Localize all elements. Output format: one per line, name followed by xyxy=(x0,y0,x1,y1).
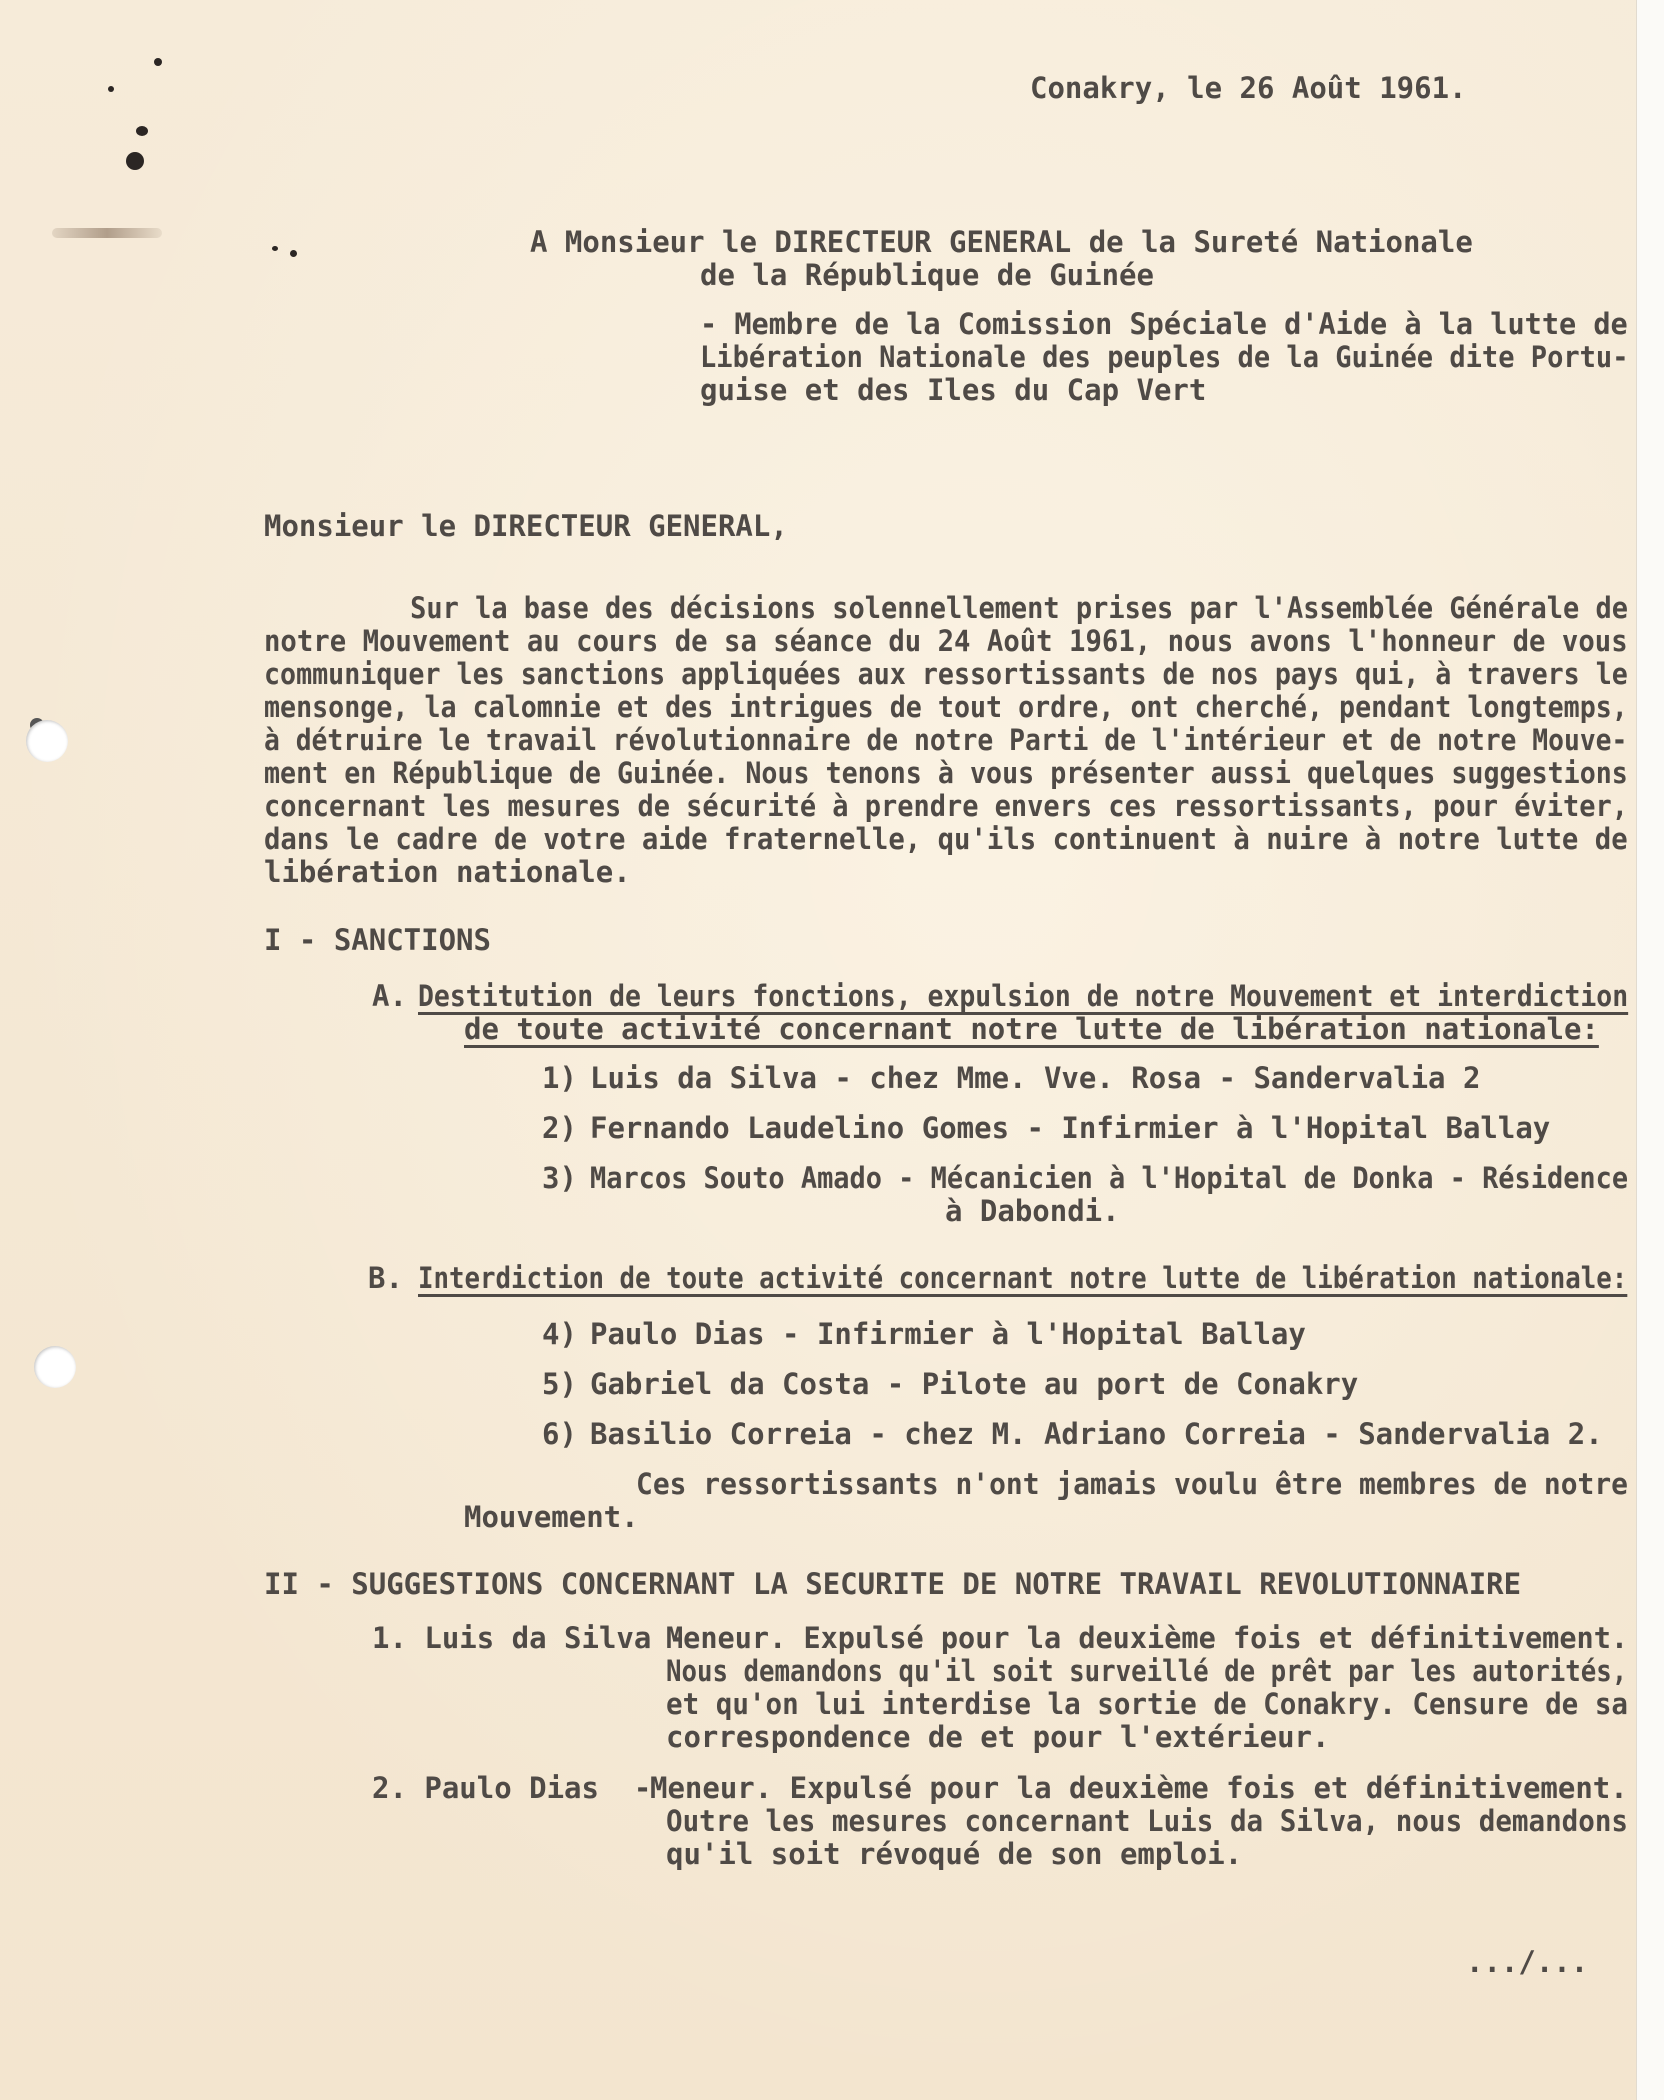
section-heading-suggestions: II - SUGGESTIONS CONCERNANT LA SECURITE DE NOTRE TRAVAIL REVOLUTIONNAIRE xyxy=(264,1567,1522,1601)
item-number: 4) xyxy=(542,1317,577,1351)
suggestion-line: Meneur. Expulsé pour la deuxième fois et définitivement. xyxy=(666,1621,1629,1655)
note-line: Mouvement. xyxy=(464,1500,639,1534)
note-line: Ces ressortissants n'ont jamais voulu être membres de notre xyxy=(636,1467,1628,1501)
suggestion-label: 2. Paulo Dias - xyxy=(372,1771,652,1805)
item-number: 6) xyxy=(542,1417,577,1451)
paragraph-line: ment en République de Guinée. Nous tenons à vous présenter aussi quelques suggestions xyxy=(264,756,1628,790)
suggestion-line: Outre les mesures concernant Luis da Silva, nous demandons xyxy=(666,1804,1629,1838)
paragraph-line: Sur la base des décisions solennellement prises par l'Assemblée Générale de xyxy=(264,591,1628,625)
ink-spot xyxy=(290,250,297,257)
sub-letter-b: B. xyxy=(368,1261,403,1295)
suggestion-line: et qu'on lui interdise la sortie de Conakry. Censure de sa xyxy=(666,1687,1629,1721)
paragraph-line: libération nationale. xyxy=(264,855,631,889)
suggestion-line: correspondence de et pour l'extérieur. xyxy=(666,1720,1330,1754)
list-item: Luis da Silva - chez Mme. Vve. Rosa - Sandervalia 2 xyxy=(590,1061,1481,1095)
section-heading-sanctions: I - SANCTIONS xyxy=(264,923,491,957)
paragraph-line: dans le cadre de votre aide fraternelle, qu'ils continuent à nuire à notre lutte de xyxy=(264,822,1628,856)
item-number: 5) xyxy=(542,1367,577,1401)
item-number: 3) xyxy=(542,1161,577,1195)
ink-spot xyxy=(272,246,278,251)
list-item: Paulo Dias - Infirmier à l'Hopital Ballay xyxy=(590,1317,1306,1351)
list-item: Marcos Souto Amado - Mécanicien à l'Hopital de Donka - Résidence xyxy=(590,1161,1629,1195)
ink-spot xyxy=(126,152,144,170)
member-line: guise et des Iles du Cap Vert xyxy=(700,373,1207,407)
punch-hole xyxy=(26,720,68,762)
sub-title-b: Interdiction de toute activité concernant notre lutte de libération nationale: xyxy=(418,1261,1628,1295)
item-number: 1) xyxy=(542,1061,577,1095)
list-item-cont: à Dabondi. xyxy=(945,1194,1120,1228)
item-number: 2) xyxy=(542,1111,577,1145)
paper-smudge xyxy=(52,228,162,238)
suggestion-line: Meneur. Expulsé pour la deuxième fois et définitivement. xyxy=(650,1771,1628,1805)
paragraph-line: concernant les mesures de sécurité à prendre envers ces ressortissants, pour éviter, xyxy=(264,789,1628,823)
ink-spot xyxy=(154,58,162,66)
page-continuation: .../... xyxy=(1466,1945,1589,1979)
suggestion-line: Nous demandons qu'il soit surveillé de prêt par les autorités, xyxy=(666,1654,1628,1688)
paragraph-line: communiquer les sanctions appliquées aux ressortissants de nos pays qui, à travers le xyxy=(264,657,1628,691)
addressee-line-2: de la République de Guinée xyxy=(700,258,1154,292)
scan-edge xyxy=(1636,0,1664,2100)
date-line: Conakry, le 26 Août 1961. xyxy=(1030,71,1467,105)
ink-spot xyxy=(108,86,114,92)
ink-spot xyxy=(136,126,148,136)
paragraph-line: à détruire le travail révolutionnaire de notre Parti de l'intérieur et de notre Mouve- xyxy=(264,723,1628,757)
member-line: Libération Nationale des peuples de la Guinée dite Portu- xyxy=(700,340,1629,374)
sub-letter-a: A. xyxy=(372,979,407,1013)
list-item: Basilio Correia - chez M. Adriano Correia - Sandervalia 2. xyxy=(590,1417,1603,1451)
list-item: Gabriel da Costa - Pilote au port de Conakry xyxy=(590,1367,1359,1401)
member-line: - Membre de la Comission Spéciale d'Aide à la lutte de xyxy=(700,307,1628,341)
salutation: Monsieur le DIRECTEUR GENERAL, xyxy=(264,509,788,543)
sub-title-a: Destitution de leurs fonctions, expulsion de notre Mouvement et interdiction xyxy=(418,979,1629,1013)
list-item: Fernando Laudelino Gomes - Infirmier à l'Hopital Ballay xyxy=(590,1111,1551,1145)
suggestion-label: 1. Luis da Silva - xyxy=(372,1621,687,1655)
addressee-line-1: A Monsieur le DIRECTEUR GENERAL de la Sureté Nationale xyxy=(530,225,1473,259)
sub-title-a-cont: de toute activité concernant notre lutte de libération nationale: xyxy=(464,1012,1599,1046)
punch-hole xyxy=(34,1346,76,1388)
paragraph-line: mensonge, la calomnie et des intrigues de tout ordre, ont cherché, pendant longtemps, xyxy=(264,690,1628,724)
paragraph-line: notre Mouvement au cours de sa séance du 24 Août 1961, nous avons l'honneur de vous xyxy=(264,624,1628,658)
suggestion-line: qu'il soit révoqué de son emploi. xyxy=(666,1837,1243,1871)
